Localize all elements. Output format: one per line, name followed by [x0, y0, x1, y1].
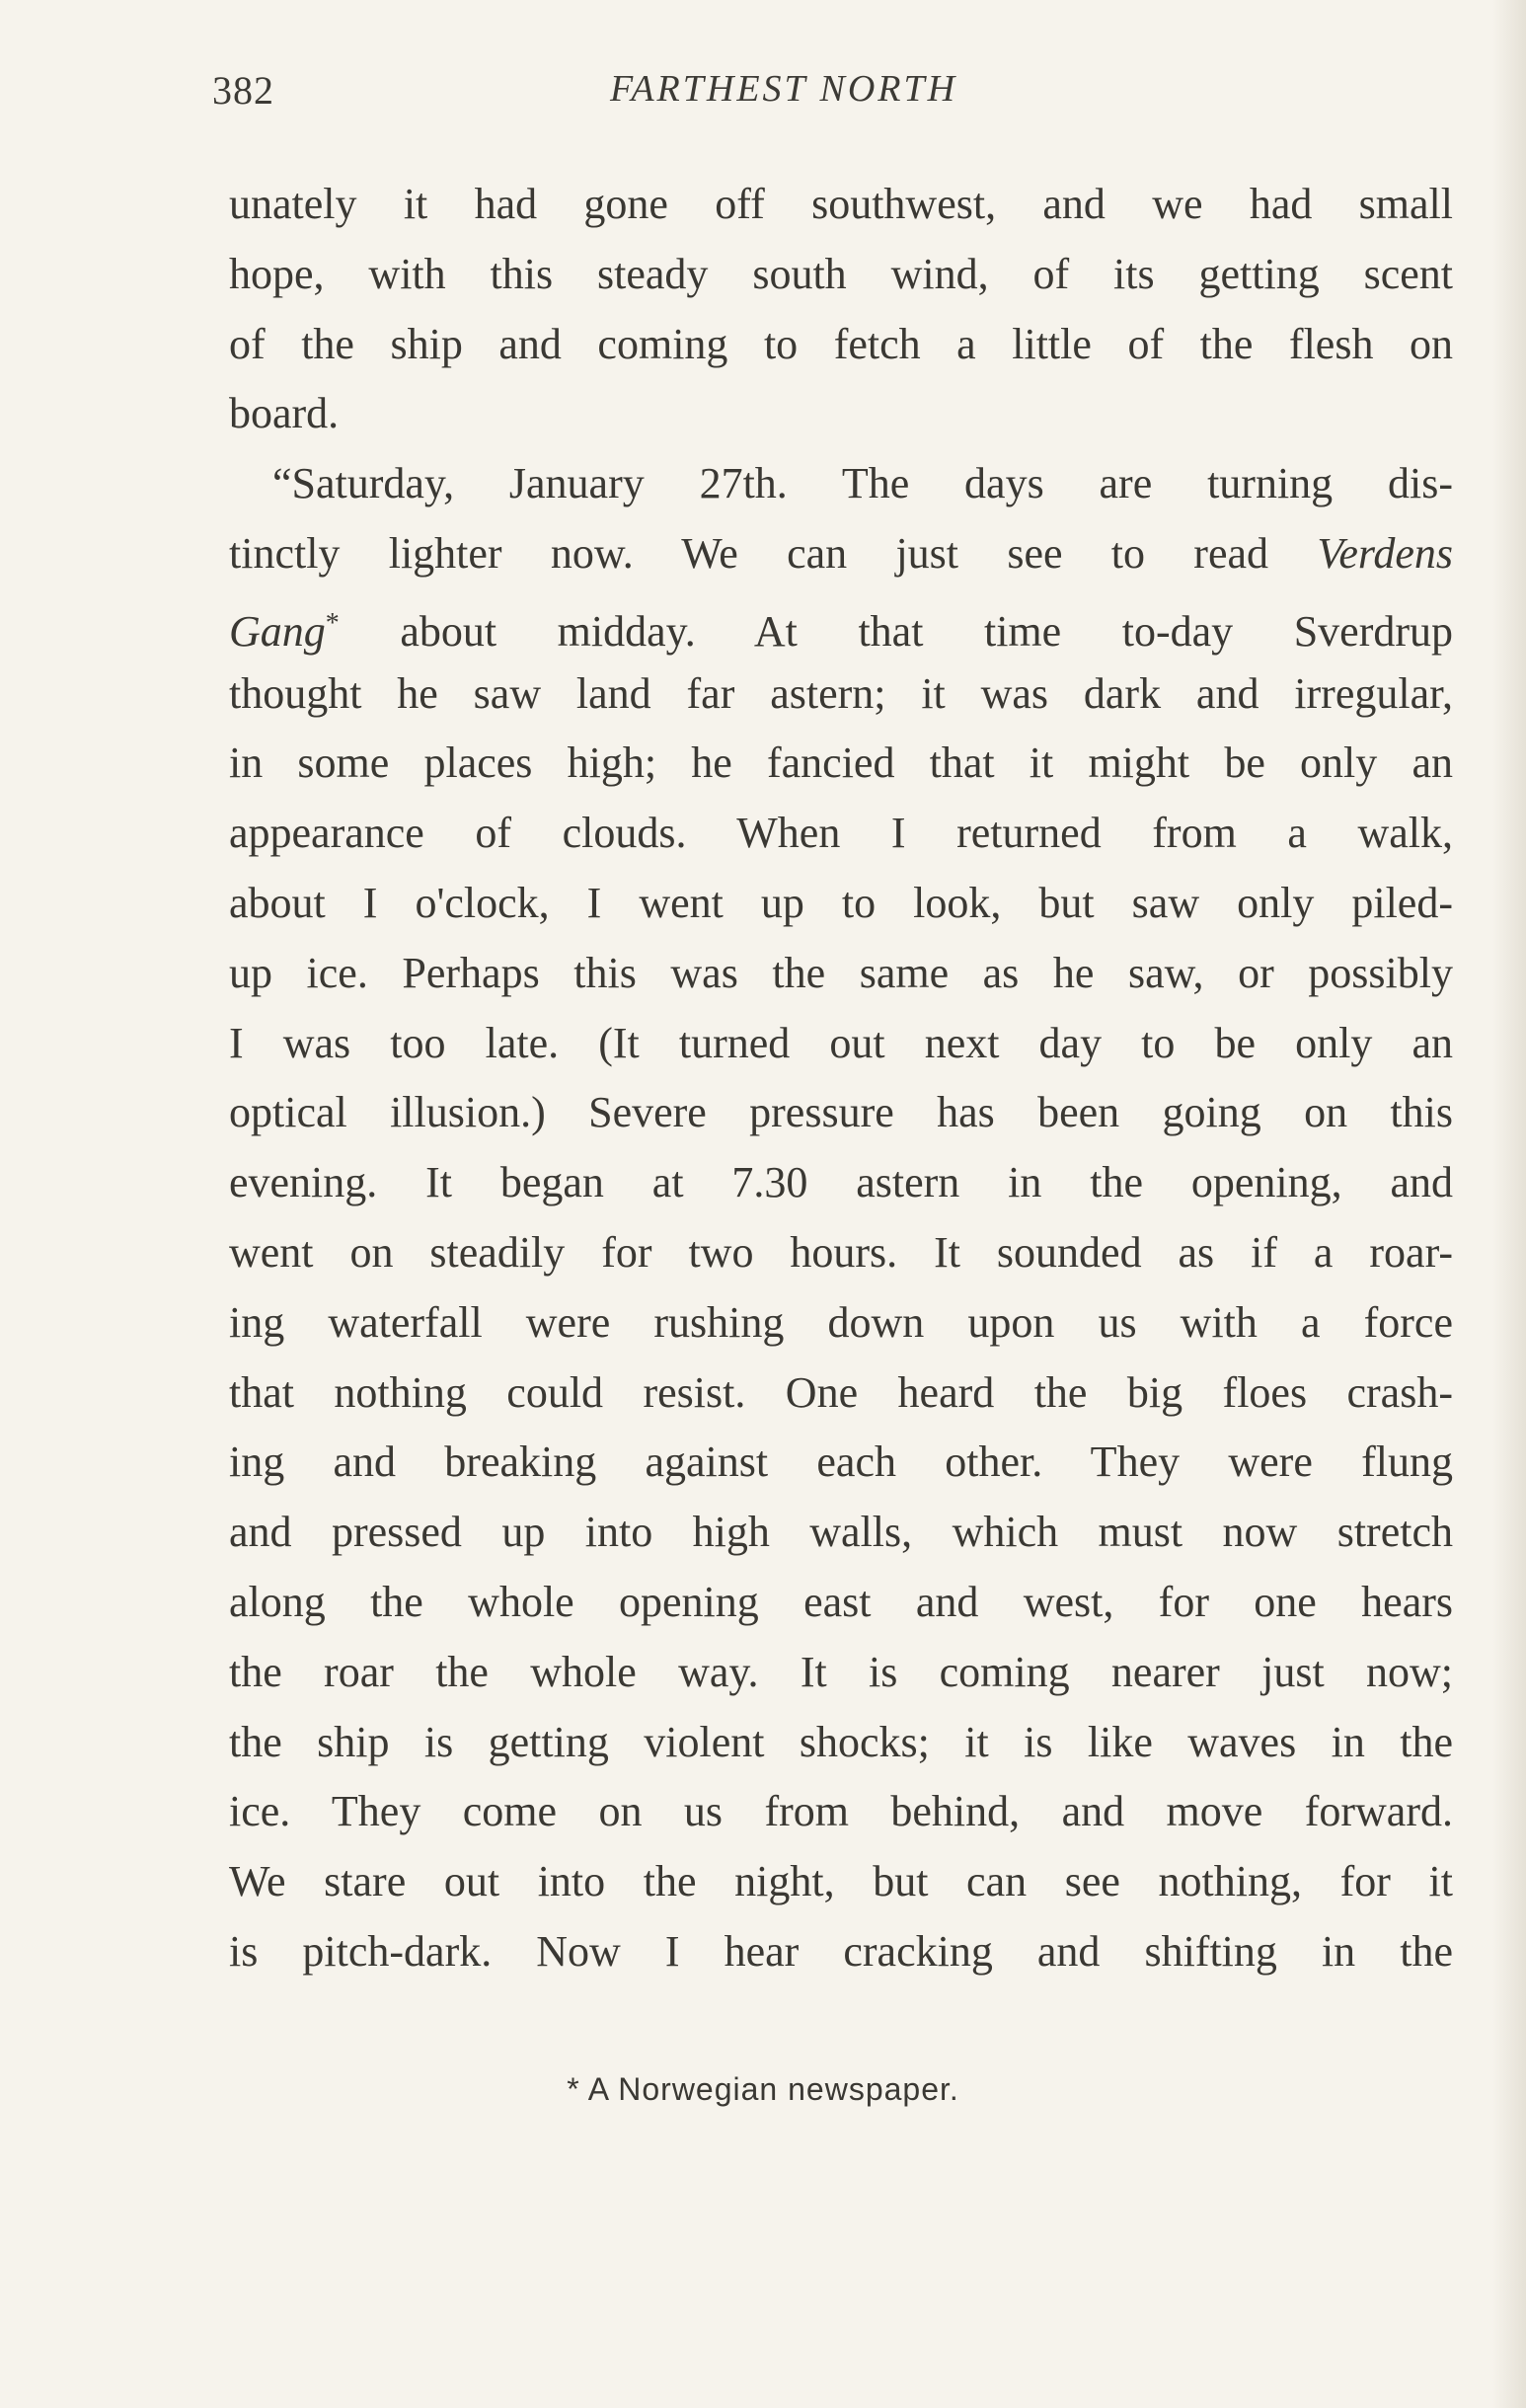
text-line: ing and breaking against each other. They were flung [229, 1437, 1453, 1487]
text-line: appearance of clouds. When I returned from a walk, [229, 809, 1453, 858]
text-line: about I o'clock, I went up to look, but saw only piled- [229, 878, 1453, 927]
text-line: and pressed up into high walls, which must now stretch [229, 1508, 1453, 1557]
page-edge-shadow [1492, 0, 1526, 2408]
text-line: ing waterfall were rushing down upon us with a force [229, 1297, 1453, 1347]
text-line: of the ship and coming to fetch a little of the flesh on [229, 319, 1453, 368]
text-line: up ice. Perhaps this was the same as he saw, or possibly [229, 948, 1453, 997]
text-line: that nothing could resist. One heard the big floes crash- [229, 1367, 1453, 1417]
text-line [229, 589, 1453, 660]
text-line: went on steadily for two hours. It sounded as if a roar- [229, 1227, 1453, 1277]
text-line: in some places high; he fancied that it might be only an [229, 738, 1453, 788]
running-head [0, 61, 1526, 120]
italic-title: Verdens [1317, 528, 1453, 578]
text-segment: about midday. At that time to-day Sverdrup [400, 606, 1454, 656]
text-line: along the whole opening east and west, for one hears [229, 1577, 1453, 1626]
text-segment [229, 607, 340, 656]
text-segment: tinctly lighter now. We can just see to read [229, 528, 1269, 578]
text-line: We stare out into the night, but can see nothing, for it [229, 1857, 1453, 1906]
text-line: hope, with this steady south wind, of its getting scent [229, 249, 1453, 298]
text-line: thought he saw land far astern; it was dark and irregular, [229, 668, 1453, 718]
text-line: optical illusion.) Severe pressure has been going on this [229, 1088, 1453, 1137]
book-title: FARTHEST NORTH [610, 68, 958, 110]
text-line: I was too late. (It turned out next day to be only an [229, 1018, 1453, 1067]
body-text [229, 170, 1453, 1987]
text-line: ice. They come on us from behind, and move forward. [229, 1787, 1453, 1836]
text-line [229, 519, 1453, 589]
footnote: * A Norwegian newspaper. [567, 2071, 959, 2107]
text-line: evening. It began at 7.30 astern in the opening, and [229, 1158, 1453, 1207]
footnote-marker: * [325, 607, 340, 639]
text-line: the ship is getting violent shocks; it is like waves in the [229, 1717, 1453, 1766]
text-line: board. [229, 389, 340, 438]
text-line: unately it had gone off southwest, and we had small [229, 180, 1453, 228]
page-number: 382 [212, 68, 274, 113]
text-line: the roar the whole way. It is coming nearer just now; [229, 1647, 1453, 1696]
text-line: is pitch-dark. Now I hear cracking and shifting in the [229, 1926, 1453, 1976]
italic-title: Gang [229, 606, 326, 656]
text-line: “Saturday, January 27th. The days are turning dis- [272, 459, 1453, 508]
